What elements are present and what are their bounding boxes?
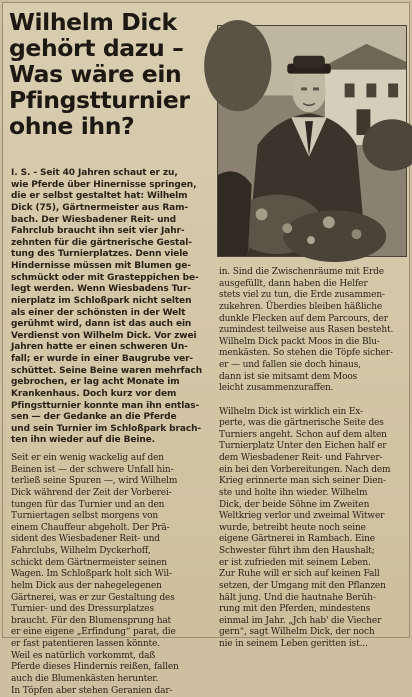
headline-line: Was wäre ein [9, 61, 209, 87]
text-line: dunkle Flecken auf dem Parcours, der [219, 314, 409, 326]
text-line: einmal im Jahr. „Jch hab' die Viecher [219, 616, 409, 628]
text-line: dem Wiesbadener Reit- und Fahrver- [219, 453, 409, 465]
headline-line: Wilhelm Dick [9, 9, 209, 35]
text-line: ausgefüllt, dann haben die Helfer [219, 279, 409, 291]
text-line: wie Pferde über Hinernisse springen, [11, 180, 211, 192]
text-line: Gärtnerei, was er zur Gestaltung des [11, 593, 211, 605]
text-line: zumindest teilweise aus Rasen besteht. [219, 325, 409, 337]
text-line: I. S. - Seit 40 Jahren schaut er zu, [11, 168, 211, 180]
text-line: sident des Wiesbadener Reit- und [11, 534, 211, 546]
text-line: er fast patentieren lassen könnte. [11, 639, 211, 651]
text-line: Beinen ist — der schwere Unfall hin- [11, 465, 211, 477]
text-line: Jahren hatte er einen schweren Un- [11, 342, 211, 354]
text-line: Fahrclub braucht ihn seit vier Jahr- [11, 226, 211, 238]
text-line: Hindernisse müssen mit Blumen ge- [11, 261, 211, 273]
text-line: gern“, sagt Wilhelm Dick, der noch [219, 627, 409, 639]
text-line: wurde, betreibt heute noch seine [219, 523, 409, 535]
text-line: zehnten für die gärtnerische Gestal- [11, 238, 211, 250]
portrait-photo [217, 25, 407, 257]
text-line: leicht zusammenzuraffen. [219, 383, 409, 395]
text-line: legt werden. Wenn Wiesbadens Tur- [11, 284, 211, 296]
article-lead [11, 168, 211, 447]
text-line: braucht. Für den Blumensprung hat [11, 616, 211, 628]
article-column-left [11, 168, 211, 697]
text-line: die er selbst gestaltet hat: Wilhelm [11, 191, 211, 203]
text-line: Fahrclubs, Wilhelm Dyckerhoff, [11, 546, 211, 558]
text-line: sen — der Gedanke an die Pferde [11, 412, 211, 424]
text-line: gerühmt wird, dann ist das auch ein [11, 319, 211, 331]
text-line: Zur Ruhe will er sich auf keinen Fall [219, 569, 409, 581]
headline-line: gehört dazu – [9, 35, 209, 61]
text-line: fall; er wurde in einer Baugrube ver- [11, 354, 211, 366]
text-line: gebrochen, er lag acht Monate im [11, 377, 211, 389]
text-line: in. Sind die Zwischenräume mit Erde [219, 267, 409, 279]
text-line: rung mit den Pferden, mindestens [219, 604, 409, 616]
text-line: schmückt oder mit Grasteppichen be- [11, 273, 211, 285]
text-line: In Töpfen aber stehen Geranien dar- [11, 686, 211, 697]
text-line [219, 395, 409, 407]
text-line: auch die Blumenkästen herunter. [11, 674, 211, 686]
text-line: menkästen. So stehen die Töpfe sicher- [219, 348, 409, 360]
text-line: eigene Gärtnerei in Rambach. Eine [219, 534, 409, 546]
text-line: und sein Turnier im Schloßpark brach- [11, 424, 211, 436]
text-line: nierplatz im Schloßpark nicht selten [11, 296, 211, 308]
text-line: er ist zufrieden mit seinem Leben. [219, 558, 409, 570]
text-line: tung des Turnierplatzes. Denn viele [11, 249, 211, 261]
text-line: perte, was die gärtnerische Seite des [219, 418, 409, 430]
text-line: Schwester führt ihm den Haushalt; [219, 546, 409, 558]
text-line: schüttet. Seine Beine waren mehrfach [11, 366, 211, 378]
article-headline [9, 9, 209, 139]
article-body-left [11, 453, 211, 697]
text-line: zukehren. Überdies bleiben häßliche [219, 302, 409, 314]
text-line: Turniertagen selbst morgens von [11, 511, 211, 523]
text-line: setzen, der Umgang mit den Pflanzen [219, 581, 409, 593]
text-line: Turnierplatz Unter den Eichen half er [219, 441, 409, 453]
text-line: Verdienst von Wilhelm Dick. Vor zwei [11, 331, 211, 343]
text-line: Turnier- und des Dressurplatzes [11, 604, 211, 616]
text-line: nie in seinem Leben geritten ist... [219, 639, 409, 651]
text-line: einem Chauffeur abgeholt. Der Prä- [11, 523, 211, 535]
newspaper-clipping [2, 2, 410, 638]
text-line: Dick während der Zeit der Vorberei- [11, 488, 211, 500]
text-line: Seit er ein wenig wackelig auf den [11, 453, 211, 465]
text-line: Wagen. Im Schloßpark holt sich Wil- [11, 569, 211, 581]
text-line: terließ seine Spuren —, wird Wilhelm [11, 476, 211, 488]
text-line: stets viel zu tun, die Erde zusammen- [219, 290, 409, 302]
text-line: bach. Der Wiesbadener Reit- und [11, 215, 211, 227]
text-line: Wilhelm Dick packt Moos in die Blu- [219, 337, 409, 349]
text-line: Pfingstturnier konnte man ihn entlas- [11, 401, 211, 413]
text-line: Krieg erinnerte man sich seiner Dien- [219, 476, 409, 488]
text-line: er eine eigene „Erfindung“ parat, die [11, 627, 211, 639]
article-column-right [219, 267, 409, 651]
text-line: Turniers angeht. Schon auf dem alten [219, 430, 409, 442]
text-line: helm Dick aus der nahegelegenen [11, 581, 211, 593]
text-line: Wilhelm Dick ist wirklich ein Ex- [219, 407, 409, 419]
headline-line: Pfingstturnier [9, 87, 209, 113]
text-line: ten ihn wieder auf die Beine. [11, 435, 211, 447]
text-line: als einer der schönsten in der Welt [11, 308, 211, 320]
text-line: Dick, der beide Söhne im Zweiten [219, 500, 409, 512]
headline-line: ohne ihn? [9, 113, 209, 139]
text-line: tungen für das Turnier und an den [11, 500, 211, 512]
text-line: schickt dem Gärtnermeister seinen [11, 558, 211, 570]
text-line: Dick (75), Gärtnermeister aus Ram- [11, 203, 211, 215]
text-line: Weltkrieg verlor und zweimal Witwer [219, 511, 409, 523]
text-line: hält jung. Und die hautnahe Berüh- [219, 593, 409, 605]
text-line: ste und holte ihn wieder. Wilhelm [219, 488, 409, 500]
text-line: ein bei den Vorbereitungen. Nach dem [219, 465, 409, 477]
text-line: Krankenhaus. Doch kurz vor dem [11, 389, 211, 401]
text-line: er — und fallen sie doch hinaus, [219, 360, 409, 372]
text-line: dann ist sie mitsamt dem Moos [219, 372, 409, 384]
photo-illustration [218, 26, 406, 256]
text-line: Weil es natürlich vorkommt, daß [11, 651, 211, 663]
text-line: Pferde dieses Hindernis reißen, fallen [11, 662, 211, 674]
